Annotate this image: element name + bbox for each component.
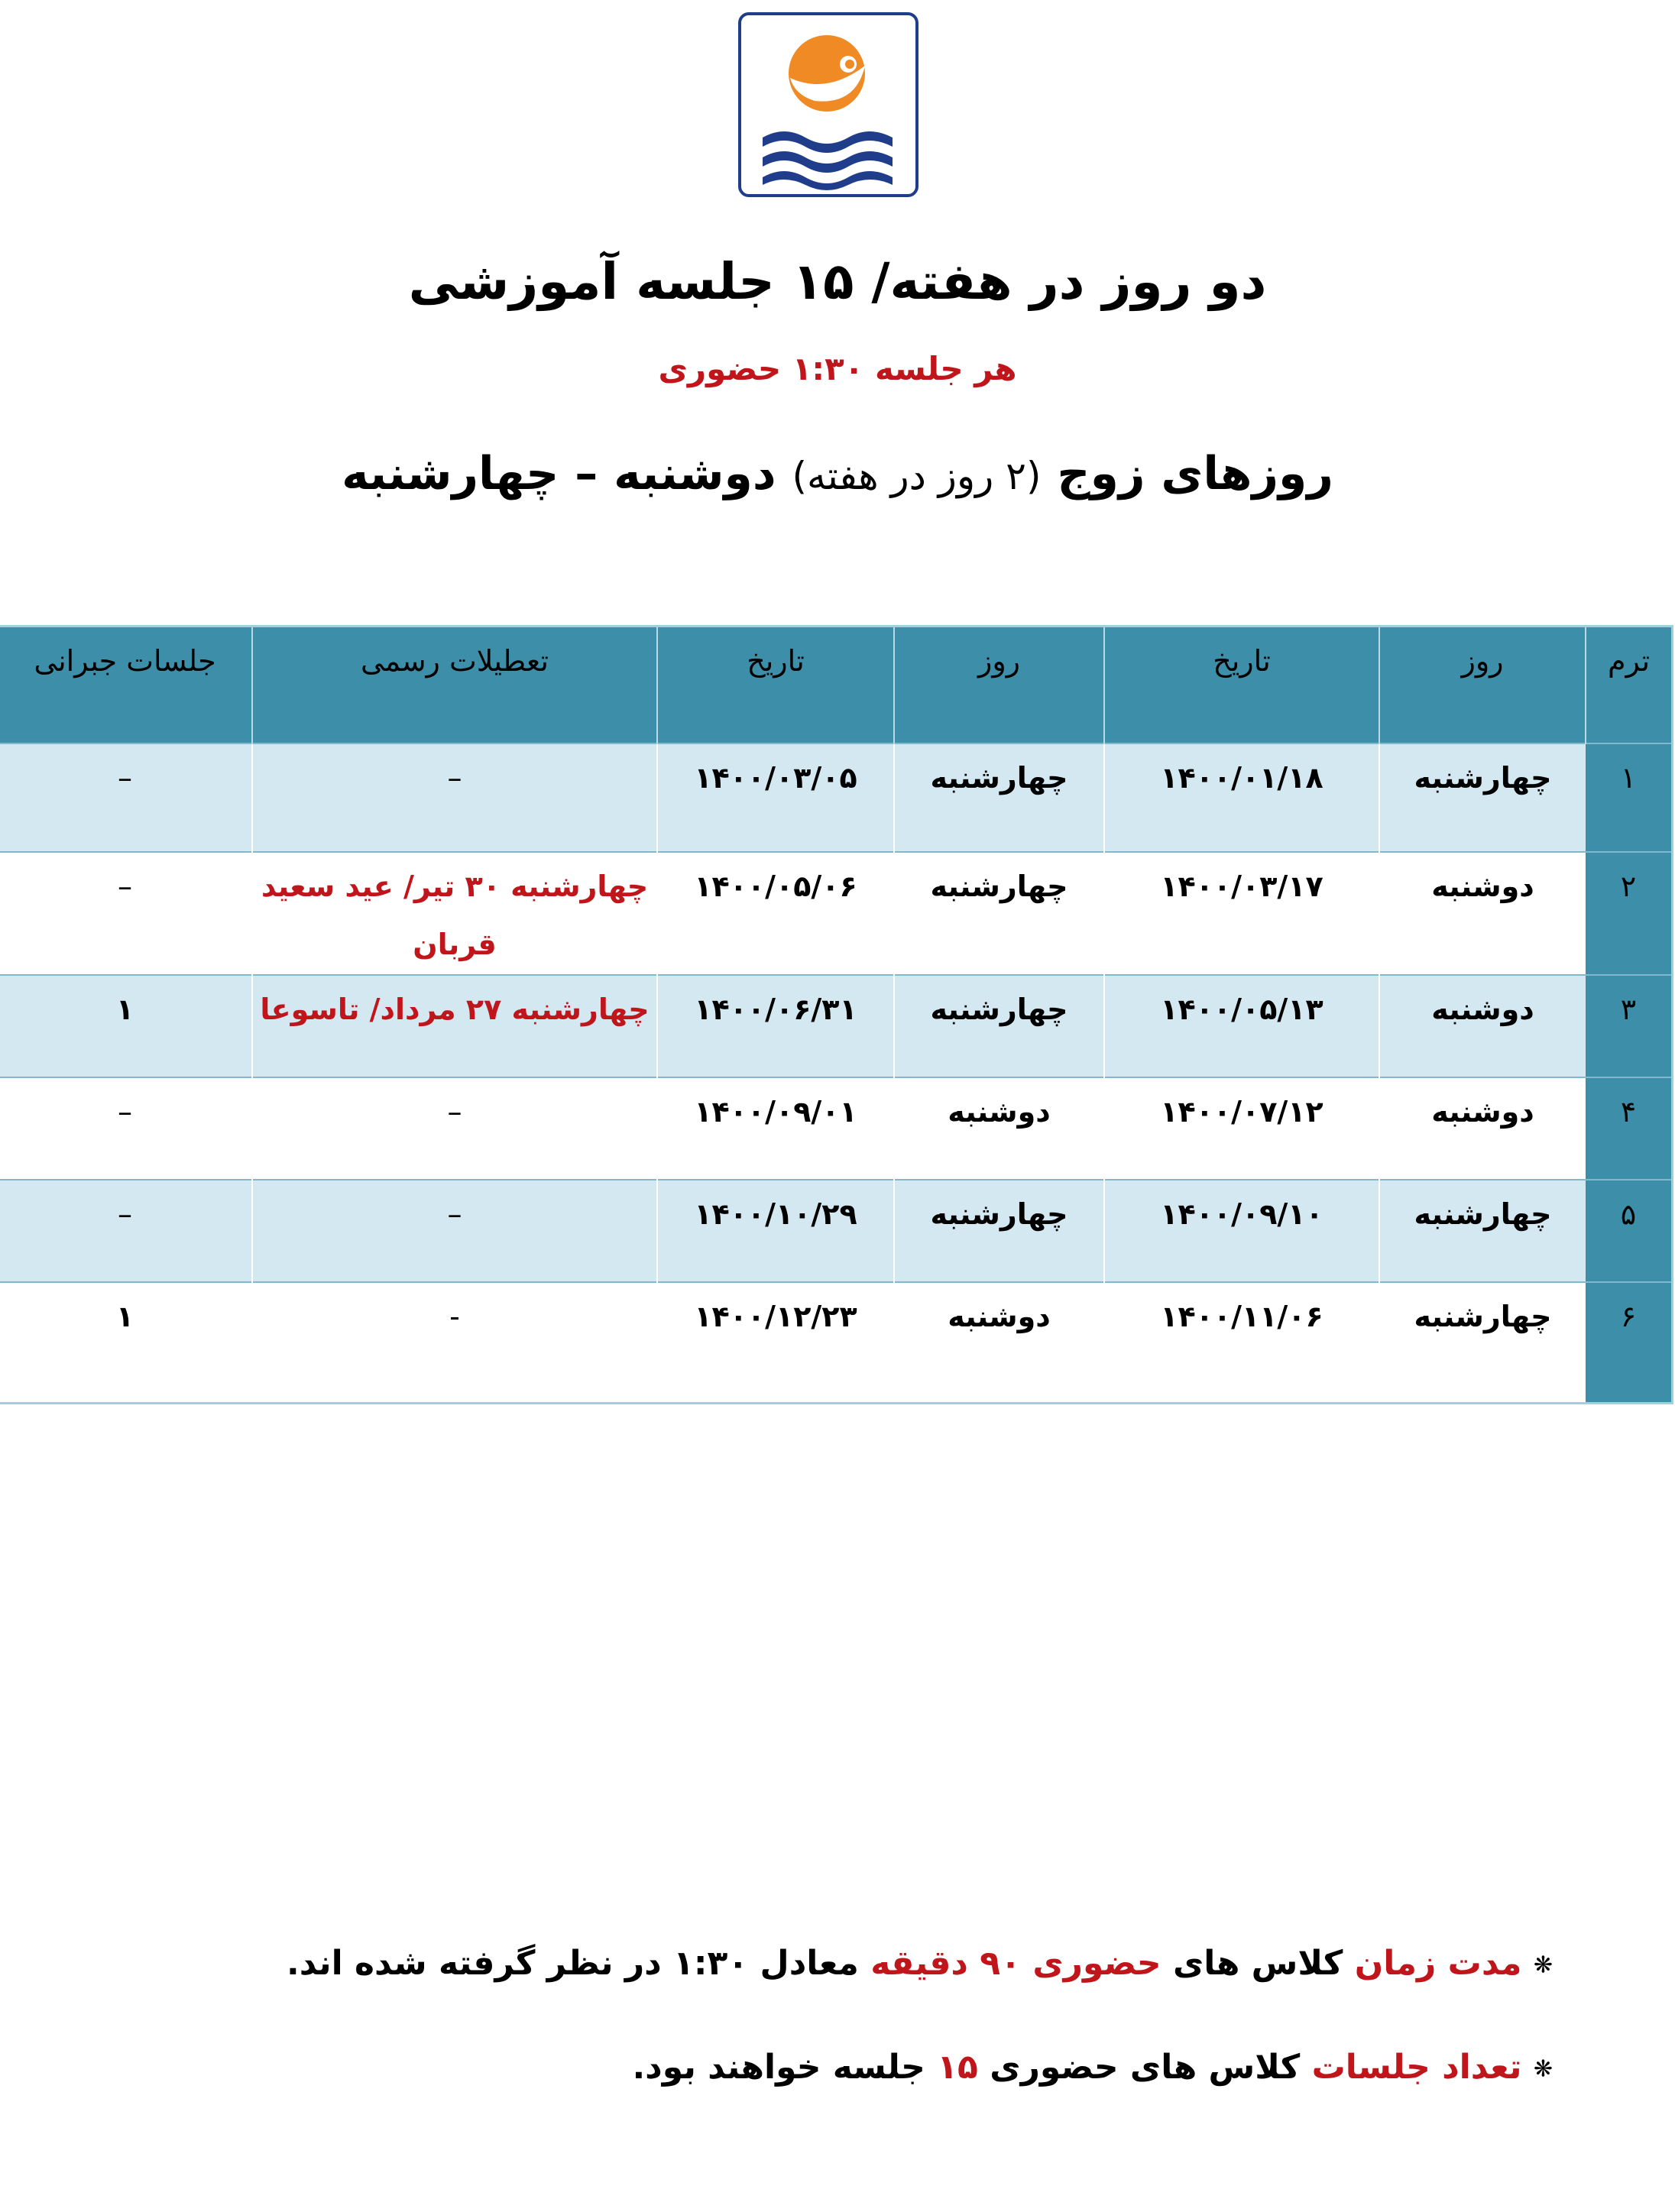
day-end-cell: دوشنبه <box>894 1077 1104 1180</box>
day-end-cell: چهارشنبه <box>894 1180 1104 1282</box>
note-count-tail: جلسه خواهند بود. <box>632 2048 925 2087</box>
header-date-end: تاریخ <box>657 627 894 743</box>
schedule-days-heading <box>0 447 1675 500</box>
day-start-cell: چهارشنبه <box>1379 743 1586 852</box>
note-session-count <box>632 2048 1553 2087</box>
schedule-table <box>0 625 1673 1404</box>
date-end-cell: ۱۴۰۰/۰۳/۰۵ <box>657 743 894 852</box>
header-day-start: روز <box>1379 627 1586 743</box>
day-start-cell: چهارشنبه <box>1379 1180 1586 1282</box>
makeup-cell: – <box>0 852 252 975</box>
day-start-cell: دوشنبه <box>1379 852 1586 975</box>
day-start-cell: دوشنبه <box>1379 1077 1586 1180</box>
date-end-cell: ۱۴۰۰/۱۲/۲۳ <box>657 1282 894 1402</box>
makeup-cell: ۱ <box>0 975 252 1077</box>
header-makeup: جلسات جبرانی <box>0 627 252 743</box>
header-day-end: روز <box>894 627 1104 743</box>
term-cell: ۵ <box>1586 1180 1671 1282</box>
days-names-label: دوشنبه – چهارشنبه <box>342 447 776 500</box>
day-end-cell: دوشنبه <box>894 1282 1104 1402</box>
note-count-label: تعداد جلسات <box>1311 2048 1522 2087</box>
term-cell: ۲ <box>1586 852 1671 975</box>
makeup-cell: – <box>0 743 252 852</box>
date-start-cell: ۱۴۰۰/۰۳/۱۷ <box>1104 852 1379 975</box>
makeup-cell: – <box>0 1180 252 1282</box>
day-end-cell: چهارشنبه <box>894 975 1104 1077</box>
table-row <box>0 1077 1671 1180</box>
session-duration-subtitle: هر جلسه ۱:۳۰ حضوری <box>658 350 1017 387</box>
date-start-cell: ۱۴۰۰/۰۱/۱۸ <box>1104 743 1379 852</box>
date-start-cell: ۱۴۰۰/۰۹/۱۰ <box>1104 1180 1379 1282</box>
header-term: ترم <box>1586 627 1671 743</box>
header-date-start: تاریخ <box>1104 627 1379 743</box>
page-title: دو روز در هفته/ ۱۵ جلسه آموزشی <box>408 252 1267 311</box>
date-end-cell: ۱۴۰۰/۰۶/۳۱ <box>657 975 894 1077</box>
logo-emblem-icon <box>741 15 915 194</box>
note-duration-tail: معادل ۱:۳۰ در نظر گرفته شده اند. <box>286 1944 859 1983</box>
note-duration-text: کلاس های <box>1172 1944 1343 1983</box>
table-row <box>0 975 1671 1077</box>
table-header-row <box>0 627 1671 743</box>
date-start-cell: ۱۴۰۰/۱۱/۰۶ <box>1104 1282 1379 1402</box>
note-duration-label: مدت زمان <box>1354 1944 1522 1983</box>
date-end-cell: ۱۴۰۰/۰۵/۰۶ <box>657 852 894 975</box>
day-start-cell: چهارشنبه <box>1379 1282 1586 1402</box>
holiday-cell: چهارشنبه ۳۰ تیر/ عید سعید قربان <box>252 852 657 975</box>
day-start-cell: دوشنبه <box>1379 975 1586 1077</box>
makeup-cell: ۱ <box>0 1282 252 1402</box>
table-row <box>0 743 1671 852</box>
table-row <box>0 1282 1671 1402</box>
day-end-cell: چهارشنبه <box>894 852 1104 975</box>
term-cell: ۳ <box>1586 975 1671 1077</box>
holiday-cell: – <box>252 1077 657 1180</box>
institute-logo <box>738 12 918 197</box>
holiday-cell: - <box>252 1282 657 1402</box>
note-duration <box>287 1944 1553 1983</box>
header-holidays: تعطیلات رسمی <box>252 627 657 743</box>
bullet-star-icon: ❋ <box>1533 2055 1553 2083</box>
bullet-star-icon: ❋ <box>1533 1951 1553 1979</box>
days-light-label: (۲ روز در هفته) <box>792 454 1042 498</box>
day-end-cell: چهارشنبه <box>894 743 1104 852</box>
holiday-cell: چهارشنبه ۲۷ مرداد/ تاسوعا <box>252 975 657 1077</box>
makeup-cell: – <box>0 1077 252 1180</box>
days-bold-label: روزهای زوج <box>1057 447 1333 500</box>
date-end-cell: ۱۴۰۰/۱۰/۲۹ <box>657 1180 894 1282</box>
table-row <box>0 852 1671 975</box>
holiday-cell: – <box>252 743 657 852</box>
term-cell: ۱ <box>1586 743 1671 852</box>
table-row <box>0 1180 1671 1282</box>
date-start-cell: ۱۴۰۰/۰۵/۱۳ <box>1104 975 1379 1077</box>
term-cell: ۴ <box>1586 1077 1671 1180</box>
date-start-cell: ۱۴۰۰/۰۷/۱۲ <box>1104 1077 1379 1180</box>
note-count-number: ۱۵ <box>937 2048 978 2087</box>
date-end-cell: ۱۴۰۰/۰۹/۰۱ <box>657 1077 894 1180</box>
note-count-text: کلاس های حضوری <box>990 2048 1301 2087</box>
term-cell: ۶ <box>1586 1282 1671 1402</box>
holiday-cell: – <box>252 1180 657 1282</box>
note-duration-highlight: حضوری ۹۰ دقیقه <box>870 1944 1161 1983</box>
